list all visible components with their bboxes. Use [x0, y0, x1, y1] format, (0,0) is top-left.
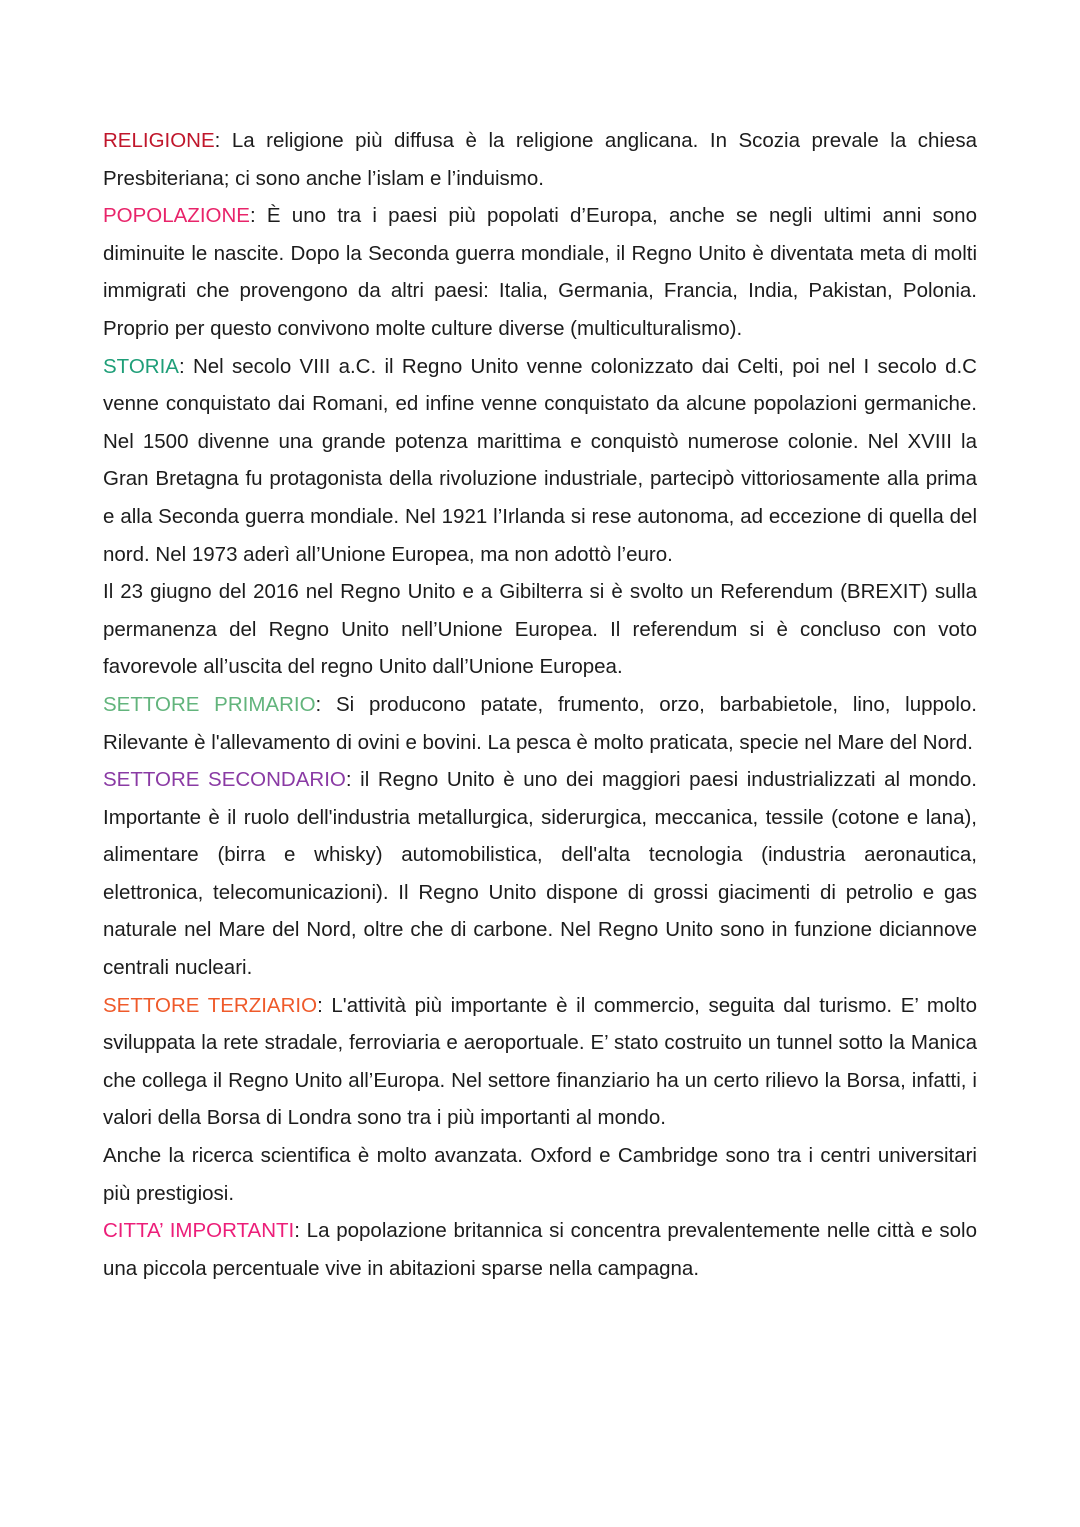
paragraph-storia — [103, 348, 977, 574]
text-settore-secondario: il Regno Unito è uno dei maggiori paesi industrializzati al mondo. Importante è il ruolo dell'industria metallurgica, siderurgica, meccanica, tessile (cotone e lana), alimentare (birra e whisky) automobilistica, dell'alta tecnologia (industria aeronautica, elettronica, telecomunicazioni). Il Regno Unito dispone di grossi giacimenti di petrolio e gas naturale nel Mare del Nord, oltre che di carbone. Nel Regno Unito sono in funzione diciannove centrali nucleari. — [103, 768, 977, 980]
heading-storia: STORIA — [103, 354, 179, 378]
separator: : — [315, 692, 336, 716]
separator: : — [317, 993, 332, 1017]
heading-citta-importanti: CITTA’ IMPORTANTI — [103, 1219, 295, 1243]
separator: : — [214, 129, 232, 152]
text-ricerca: Anche la ricerca scientifica è molto avanzata. Oxford e Cambridge sono tra i centri universitari più prestigiosi. — [103, 1144, 977, 1205]
heading-popolazione: POPOLAZIONE — [103, 204, 250, 228]
separator: : — [249, 204, 267, 228]
heading-settore-primario: SETTORE PRIMARIO — [103, 692, 316, 716]
separator: : — [178, 354, 193, 378]
paragraph-settore-secondario — [103, 761, 977, 987]
text-popolazione: È uno tra i paesi più popolati d’Europa, anche se negli ultimi anni sono diminuite le nascite. Dopo la Seconda guerra mondiale, il Regno Unito è diventata meta di molti immigrati che provengono da altri paesi: Italia, Germania, Francia, India, Pakistan, Polonia. Proprio per questo convivono molte culture diverse (multiculturalismo). — [103, 204, 977, 340]
heading-settore-terziario: SETTORE TERZIARIO — [103, 993, 318, 1017]
text-religione: La religione più diffusa è la religione anglicana. In Scozia prevale la chiesa Presbiteriana; ci sono anche l’islam e l’induismo. — [103, 129, 977, 190]
text-brexit: Il 23 giugno del 2016 nel Regno Unito e a Gibilterra si è svolto un Referendum (BREXIT) sulla permanenza del Regno Unito nell’Unione Europea. Il referendum si è concluso con voto favorevole all’uscita del regno Unito dall’Unione Europea. — [103, 580, 977, 679]
heading-settore-secondario: SETTORE SECONDARIO — [103, 768, 346, 792]
separator: : — [345, 768, 361, 792]
paragraph-brexit — [103, 573, 977, 686]
text-storia: Nel secolo VIII a.C. il Regno Unito venne colonizzato dai Celti, poi nel I secolo d.C venne conquistato dai Romani, ed infine venne conquistato da alcune popolazioni germaniche. Nel 1500 divenne una grande potenza marittima e conquistò numerose colonie. Nel XVIII la Gran Bretagna fu protagonista della rivoluzione industriale, partecipò vittoriosamente alla prima e alla Seconda guerra mondiale. Nel 1921 l’Irlanda si rese autonoma, ad eccezione di quella del nord. Nel 1973 aderì all’Unione Europea, ma non adottò l’euro. — [103, 354, 977, 566]
text-citta-importanti: La popolazione britannica si concentra prevalentemente nelle città e solo una piccola percentuale vive in abitazioni sparse nella campagna. — [103, 1219, 977, 1280]
paragraph-settore-primario — [103, 686, 977, 761]
text-settore-terziario: L'attività più importante è il commercio, seguita dal turismo. E’ molto sviluppata la rete stradale, ferroviaria e aeroportuale. E’ stato costruito un tunnel sotto la Manica che collega il Regno Unito all’Europa. Nel settore finanziario ha un certo rilievo la Borsa, infatti, i valori della Borsa di Londra sono tra i più importanti al mondo. — [103, 993, 977, 1130]
text-settore-primario: Si producono patate, frumento, orzo, barbabietole, lino, luppolo. Rilevante è l'allevamento di ovini e bovini. La pesca è molto praticata, specie nel Mare del Nord. — [103, 692, 977, 754]
paragraph-religione — [103, 122, 977, 197]
heading-religione: RELIGIONE — [103, 129, 215, 152]
paragraph-popolazione — [103, 197, 977, 347]
paragraph-citta-importanti — [103, 1212, 977, 1287]
separator: : — [294, 1219, 307, 1243]
paragraph-ricerca — [103, 1137, 977, 1212]
document-page — [103, 122, 977, 1287]
paragraph-settore-terziario — [103, 987, 977, 1137]
